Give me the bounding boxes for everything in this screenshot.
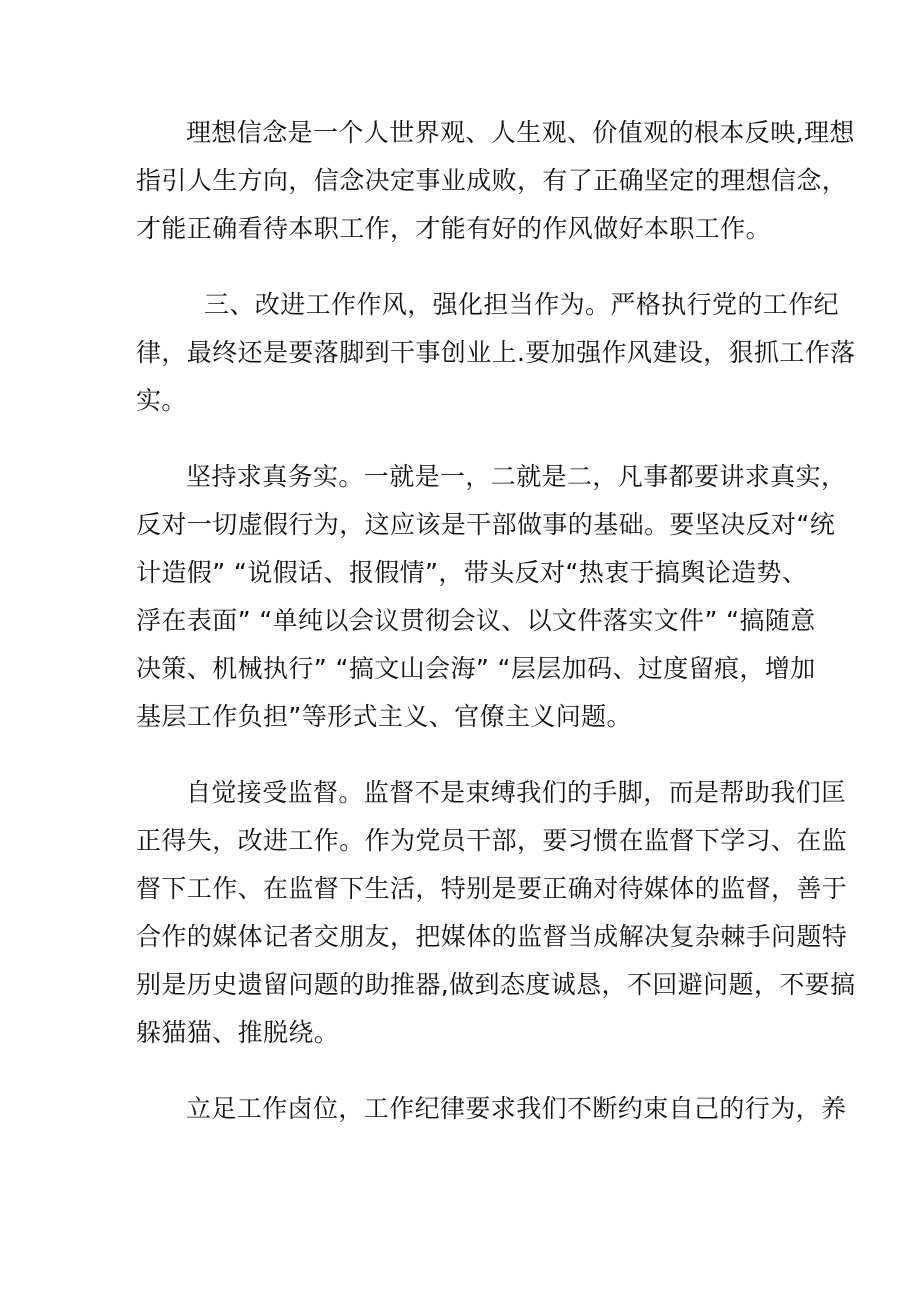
text-line: 决策、机械执行” “搞文山会海” “层层加码、过度留痕，增加	[136, 654, 816, 683]
text-line: 才能正确看待本职工作，才能有好的作风做好本职工作。	[136, 214, 772, 243]
text-line: 自觉接受监督。监督不是束缚我们的手脚，而是帮助我们匡	[186, 778, 847, 807]
text-line: 浮在表面” “单纯以会议贯彻会议、以文件落实文件” “搞随意	[136, 606, 816, 635]
text-line: 计造假” “说假话、报假情”，带头反对“热衷于搞舆论造势、	[136, 558, 808, 587]
text-line: 正得失，改进工作。作为党员干部，要习惯在监督下学习、在监	[136, 826, 848, 855]
text-line: 实。	[136, 386, 187, 415]
text-line: 反对一切虚假行为，这应该是干部做事的基础。要坚决反对“统	[136, 510, 836, 539]
text-line: 指引人生方向，信念决定事业成败，有了正确坚定的理想信念，	[136, 166, 848, 195]
text-line: 立足工作卤位，工作纪律要求我们不断约束自己的行为，养	[186, 1094, 847, 1123]
text-line: 律，最终还是要落脚到干事创业上.要加强作风建设，狠抓工作落	[136, 338, 856, 367]
section-heading-line: 三、改进工作作风，强化担当作为。严格执行党的工作纪	[204, 290, 840, 319]
text-line: 合作的媒体记者交朋友，把媒体的监督当成解决复杂棘手问题特	[136, 922, 848, 951]
text-line: 别是历史遗留问题的助推器,做到态度诚恳，不回避问题，不要搞	[136, 970, 856, 999]
text-line: 督下工作、在监督下生活，特别是要正确对待媒体的监督，善于	[136, 874, 848, 903]
text-line: 理想信念是一个人世界观、人生观、价值观的根本反映,理想	[186, 118, 855, 147]
text-line: 坚持求真务实。一就是一，二就是二，凡事都要讲求真实，	[186, 462, 847, 491]
text-line: 躲猫猫、推脱绕。	[136, 1018, 340, 1047]
text-line: 基层工作负担”等形式主义、官僚主义问题。	[136, 702, 632, 731]
